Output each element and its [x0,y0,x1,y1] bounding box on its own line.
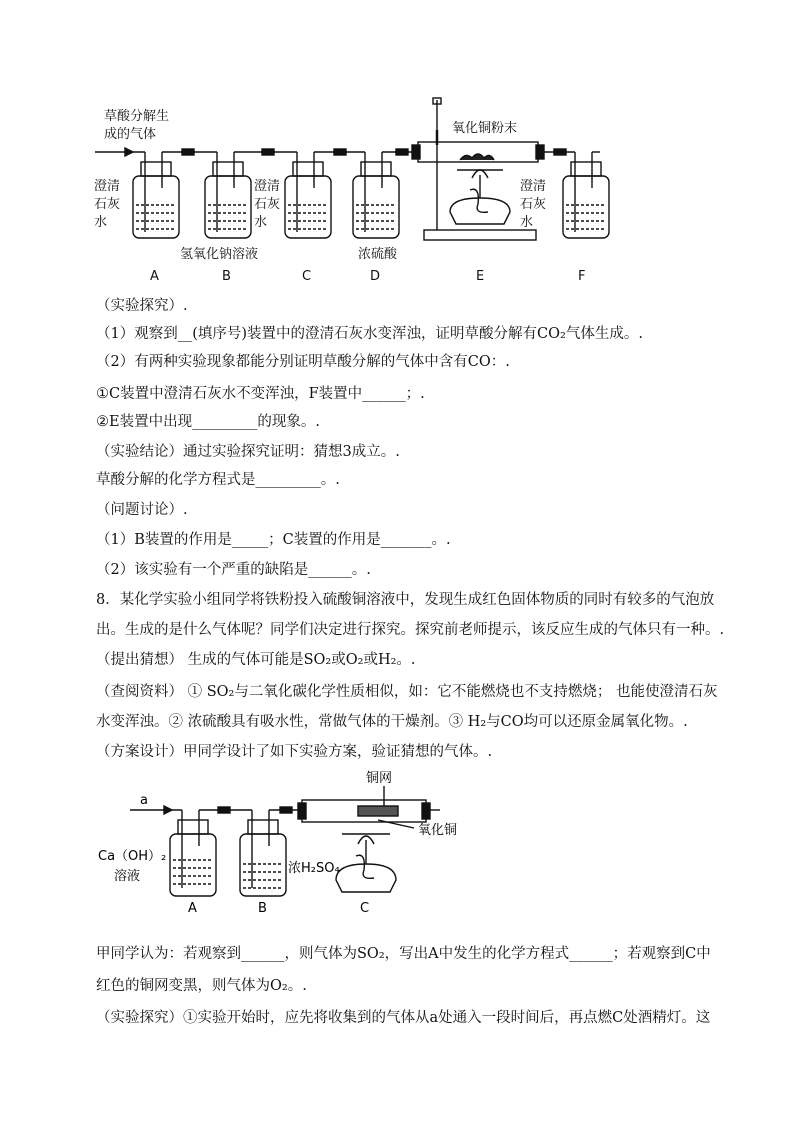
bottle-f-label-2: 石灰 [520,197,547,212]
problem-8-line-1: 8．某化学实验小组同学将铁粉投入硫酸铜溶液中，发现生成红色固体物质的同时有较多的气泡放 [96,592,715,608]
problem-8-line-2: 出。生成的是什么气体呢？同学们决定进行探究。探究前老师提示，该反应生成的气体只有一种。. [96,622,725,638]
letter-e: E [476,269,485,284]
conclusion: （实验结论）通过实验探究证明：猜想3成立。. [96,444,400,460]
bottle-f [563,152,609,238]
bottle-a-label-3: 水 [94,215,108,230]
hypothesis: （提出猜想） 生成的气体可能是SO₂或O₂或H₂。. [96,652,416,668]
bottle-c-label-2: 石灰 [254,197,281,212]
inlet-label-1: 草酸分解生 [104,109,170,124]
bottle-2b [240,810,286,896]
bottle-c-label-3: 水 [254,215,268,230]
cuo-label: 氧化铜 [418,823,458,838]
question-2-part-1: ①C装置中澄清石灰水不变浑浊，F装置中______；. [96,386,425,402]
letter-f: F [578,269,586,284]
references-line-2: 水变浑浊。② 浓硫酸具有吸水性，常做气体的干燥剂。③ H₂与CO均可以还原金属氧化物。. [96,714,688,730]
analysis-line-1: 甲同学认为：若观察到______，则气体为SO₂，写出A中发生的化学方程式______；若观察到C中 [96,946,711,962]
inlet-a-label: a [140,793,148,808]
bottle-c-label-1: 澄清 [254,179,281,194]
bottle-b [205,152,251,238]
bottle-c [285,152,331,238]
discussion-2: （2）该实验有一个严重的缺陷是______。. [96,562,371,578]
bottle-2a [170,810,216,896]
caoh2-solution-label: 溶液 [114,869,141,884]
discussion-1: （1）B装置的作用是_____；C装置的作用是_______。. [96,532,451,548]
section-heading-experiment: （实验探究）. [96,298,188,314]
inlet-label-2: 成的气体 [104,127,157,142]
bottle-a-label-1: 澄清 [94,179,121,194]
bottle-a-label-2: 石灰 [94,197,121,212]
references-line-1: （查阅资料） ① SO₂与二氧化碳化学性质相似，如：它不能燃烧也不支持燃烧； 也能使澄清石灰 [96,684,718,700]
letter-d: D [370,269,381,284]
h2so4-label: 浓H₂SO₄ [288,861,340,876]
question-2: （2）有两种实验现象都能分别证明草酸分解的气体中含有CO：. [96,354,510,370]
analysis-line-2: 红色的铜网变黑，则气体为O₂。. [96,978,307,994]
cuo-powder-label: 氧化铜粉末 [452,121,518,136]
discussion-heading: （问题讨论）. [96,502,188,518]
equation-question: 草酸分解的化学方程式是_________。. [96,472,340,488]
apparatus-figure-1 [0,0,800,290]
letter-2a: A [188,901,197,916]
bottle-a [133,152,179,238]
apparatus-figure-2 [0,768,800,928]
letter-2c: C [360,901,370,916]
bottle-f-label-1: 澄清 [520,179,547,194]
caoh2-label: Ca（OH）₂ [98,849,167,864]
letter-2b: B [258,901,267,916]
letter-a: A [150,269,159,284]
question-2-part-2: ②E装置中出现_________的现象。. [96,414,320,430]
design-heading: （方案设计）甲同学设计了如下实验方案，验证猜想的气体。. [96,744,493,760]
experiment-line: （实验探究）①实验开始时，应先将收集到的气体从a处通入一段时间后，再点燃C处酒精灯。这 [96,1010,711,1026]
bottle-f-label-3: 水 [520,215,534,230]
copper-mesh-label: 铜网 [366,771,393,786]
bottle-d-label: 浓硫酸 [358,247,398,262]
bottle-d [353,152,399,238]
question-1: （1）观察到__(填序号)装置中的澄清石灰水变浑浊，证明草酸分解有CO₂气体生成。. [96,326,643,342]
letter-b: B [222,269,231,284]
bottle-b-label: 氢氧化钠溶液 [180,247,259,262]
letter-c: C [302,269,312,284]
